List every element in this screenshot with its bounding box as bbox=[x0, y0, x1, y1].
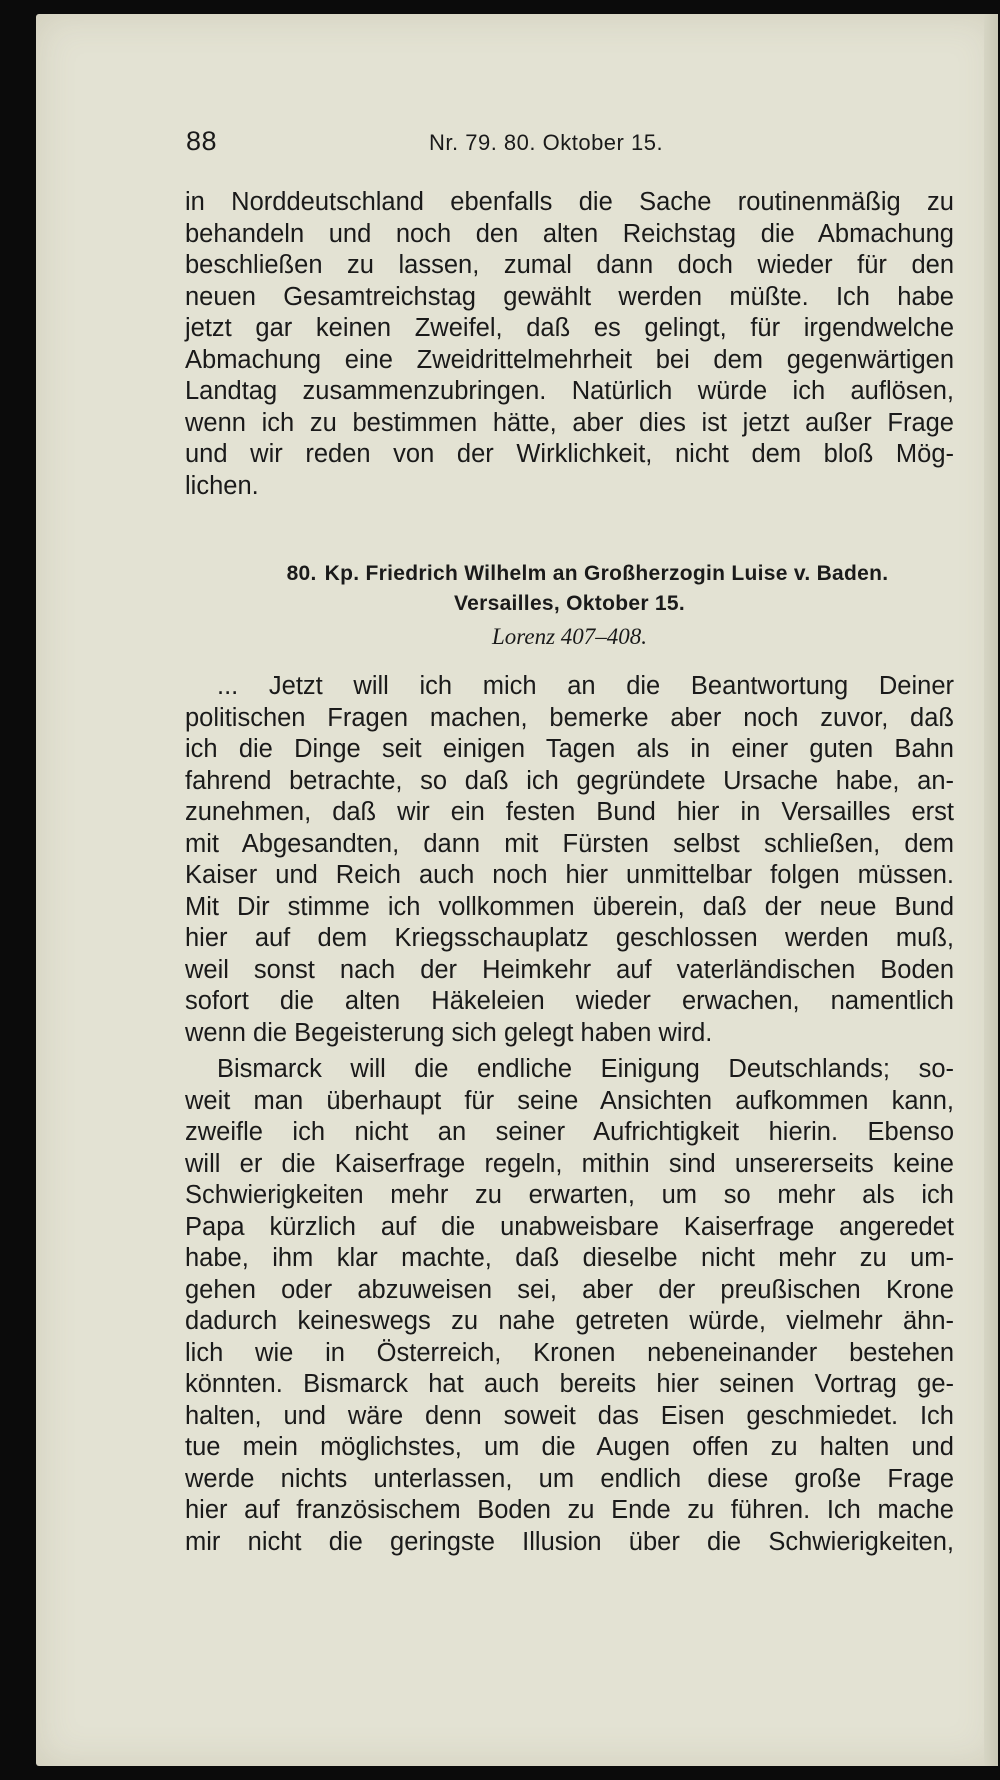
text-line: weit man überhaupt für seine Ansichten aufkommen kann, bbox=[185, 1086, 954, 1115]
text-line: Kaiser und Reich auch noch hier unmittelbar folgen müssen. bbox=[185, 861, 954, 889]
text-line: lichen. bbox=[185, 471, 259, 500]
text-line: fahrend betrachte, so daß ich gegründete Ursache habe, an- bbox=[185, 766, 954, 795]
text-line: könnten. Bismarck hat auch bereits hier seinen Vortrag ge- bbox=[185, 1370, 954, 1398]
text-line: lich wie in Österreich, Kronen nebeneinander bestehen bbox=[185, 1338, 954, 1367]
letter-paragraph-2 bbox=[185, 1054, 954, 1558]
letter-paragraph-1 bbox=[185, 671, 954, 1049]
section-source: Lorenz 407–408. bbox=[491, 624, 648, 649]
text-line: ... Jetzt will ich mich an die Beantwortung Deiner bbox=[217, 672, 954, 700]
text-line: wenn ich zu bestimmen hätte, aber dies ist jetzt außer Frage bbox=[185, 408, 954, 437]
section-place-date: Versailles, Oktober 15. bbox=[453, 592, 686, 615]
text-line: hier auf dem Kriegsschauplatz geschlossen werden muß, bbox=[185, 924, 954, 952]
text-line: gehen oder abzuweisen sei, aber der preußischen Krone bbox=[185, 1275, 954, 1304]
text-line: sofort die alten Häkeleien wieder erwachen, namentlich bbox=[185, 987, 954, 1015]
text-line: mir nicht die geringste Illusion über die Schwierigkeiten, bbox=[185, 1527, 954, 1556]
text-line: werde nichts unterlassen, um endlich diese große Frage bbox=[185, 1464, 954, 1493]
running-head: Nr. 79. 80. Oktober 15. bbox=[429, 130, 664, 155]
text-line: Papa kürzlich auf die unabweisbare Kaiserfrage angeredet bbox=[185, 1212, 954, 1241]
text-line: habe, ihm klar machte, daß dieselbe nicht mehr zu um- bbox=[185, 1244, 954, 1272]
text-line: beschließen zu lassen, zumal dann doch wieder für den bbox=[185, 251, 954, 279]
text-line: Mit Dir stimme ich vollkommen überein, daß der neue Bund bbox=[185, 892, 954, 921]
text-line: Schwierigkeiten mehr zu erwarten, um so mehr als ich bbox=[185, 1181, 954, 1209]
text-line: und wir reden von der Wirklichkeit, nicht dem bloß Mög- bbox=[185, 440, 954, 468]
text-line: ich die Dinge seit einigen Tagen als in einer guten Bahn bbox=[185, 735, 954, 763]
page-number: 88 bbox=[186, 126, 218, 156]
page-header bbox=[186, 126, 706, 166]
section-title bbox=[185, 562, 954, 586]
section-number: 80. bbox=[286, 562, 317, 585]
text-line: hier auf französischem Boden zu Ende zu führen. Ich mache bbox=[185, 1496, 954, 1524]
page-edge bbox=[984, 14, 998, 1766]
text-line: in Norddeutschland ebenfalls die Sache routinenmäßig zu bbox=[185, 188, 954, 216]
text-line: weil sonst nach der Heimkehr auf vaterländischen Boden bbox=[185, 955, 954, 984]
section-title-text: Kp. Friedrich Wilhelm an Großherzogin Luise v. Baden. bbox=[324, 562, 889, 585]
text-line: Abmachung eine Zweidrittelmehrheit bei dem gegenwärtigen bbox=[185, 345, 954, 374]
text-line: behandeln und noch den alten Reichstag die Abmachung bbox=[185, 219, 954, 248]
text-line: neuen Gesamtreichstag gewählt werden müßte. Ich habe bbox=[185, 282, 954, 311]
text-line: politischen Fragen machen, bemerke aber noch zuvor, daß bbox=[185, 703, 954, 732]
text-line: Landtag zusammenzubringen. Natürlich würde ich auflösen, bbox=[185, 377, 954, 405]
text-line: jetzt gar keinen Zweifel, daß es gelingt, für irgendwelche bbox=[185, 314, 954, 342]
text-line: dadurch keineswegs zu nahe getreten würde, vielmehr ähn- bbox=[185, 1307, 954, 1335]
paragraph-continuation bbox=[185, 187, 954, 502]
text-line: Bismarck will die endliche Einigung Deutschlands; so- bbox=[217, 1055, 954, 1083]
text-line: tue mein möglichstes, um die Augen offen zu halten und bbox=[185, 1433, 954, 1461]
text-line: will er die Kaiserfrage regeln, mithin sind unsererseits keine bbox=[185, 1149, 954, 1178]
text-line: wenn die Begeisterung sich gelegt haben wird. bbox=[185, 1018, 713, 1047]
text-line: halten, und wäre denn soweit das Eisen geschmiedet. Ich bbox=[185, 1401, 954, 1430]
text-line: zunehmen, daß wir ein festen Bund hier in Versailles erst bbox=[185, 798, 954, 826]
text-line: mit Abgesandten, dann mit Fürsten selbst schließen, dem bbox=[185, 829, 954, 858]
text-line: zweifle ich nicht an seiner Aufrichtigkeit hierin. Ebenso bbox=[185, 1118, 954, 1146]
